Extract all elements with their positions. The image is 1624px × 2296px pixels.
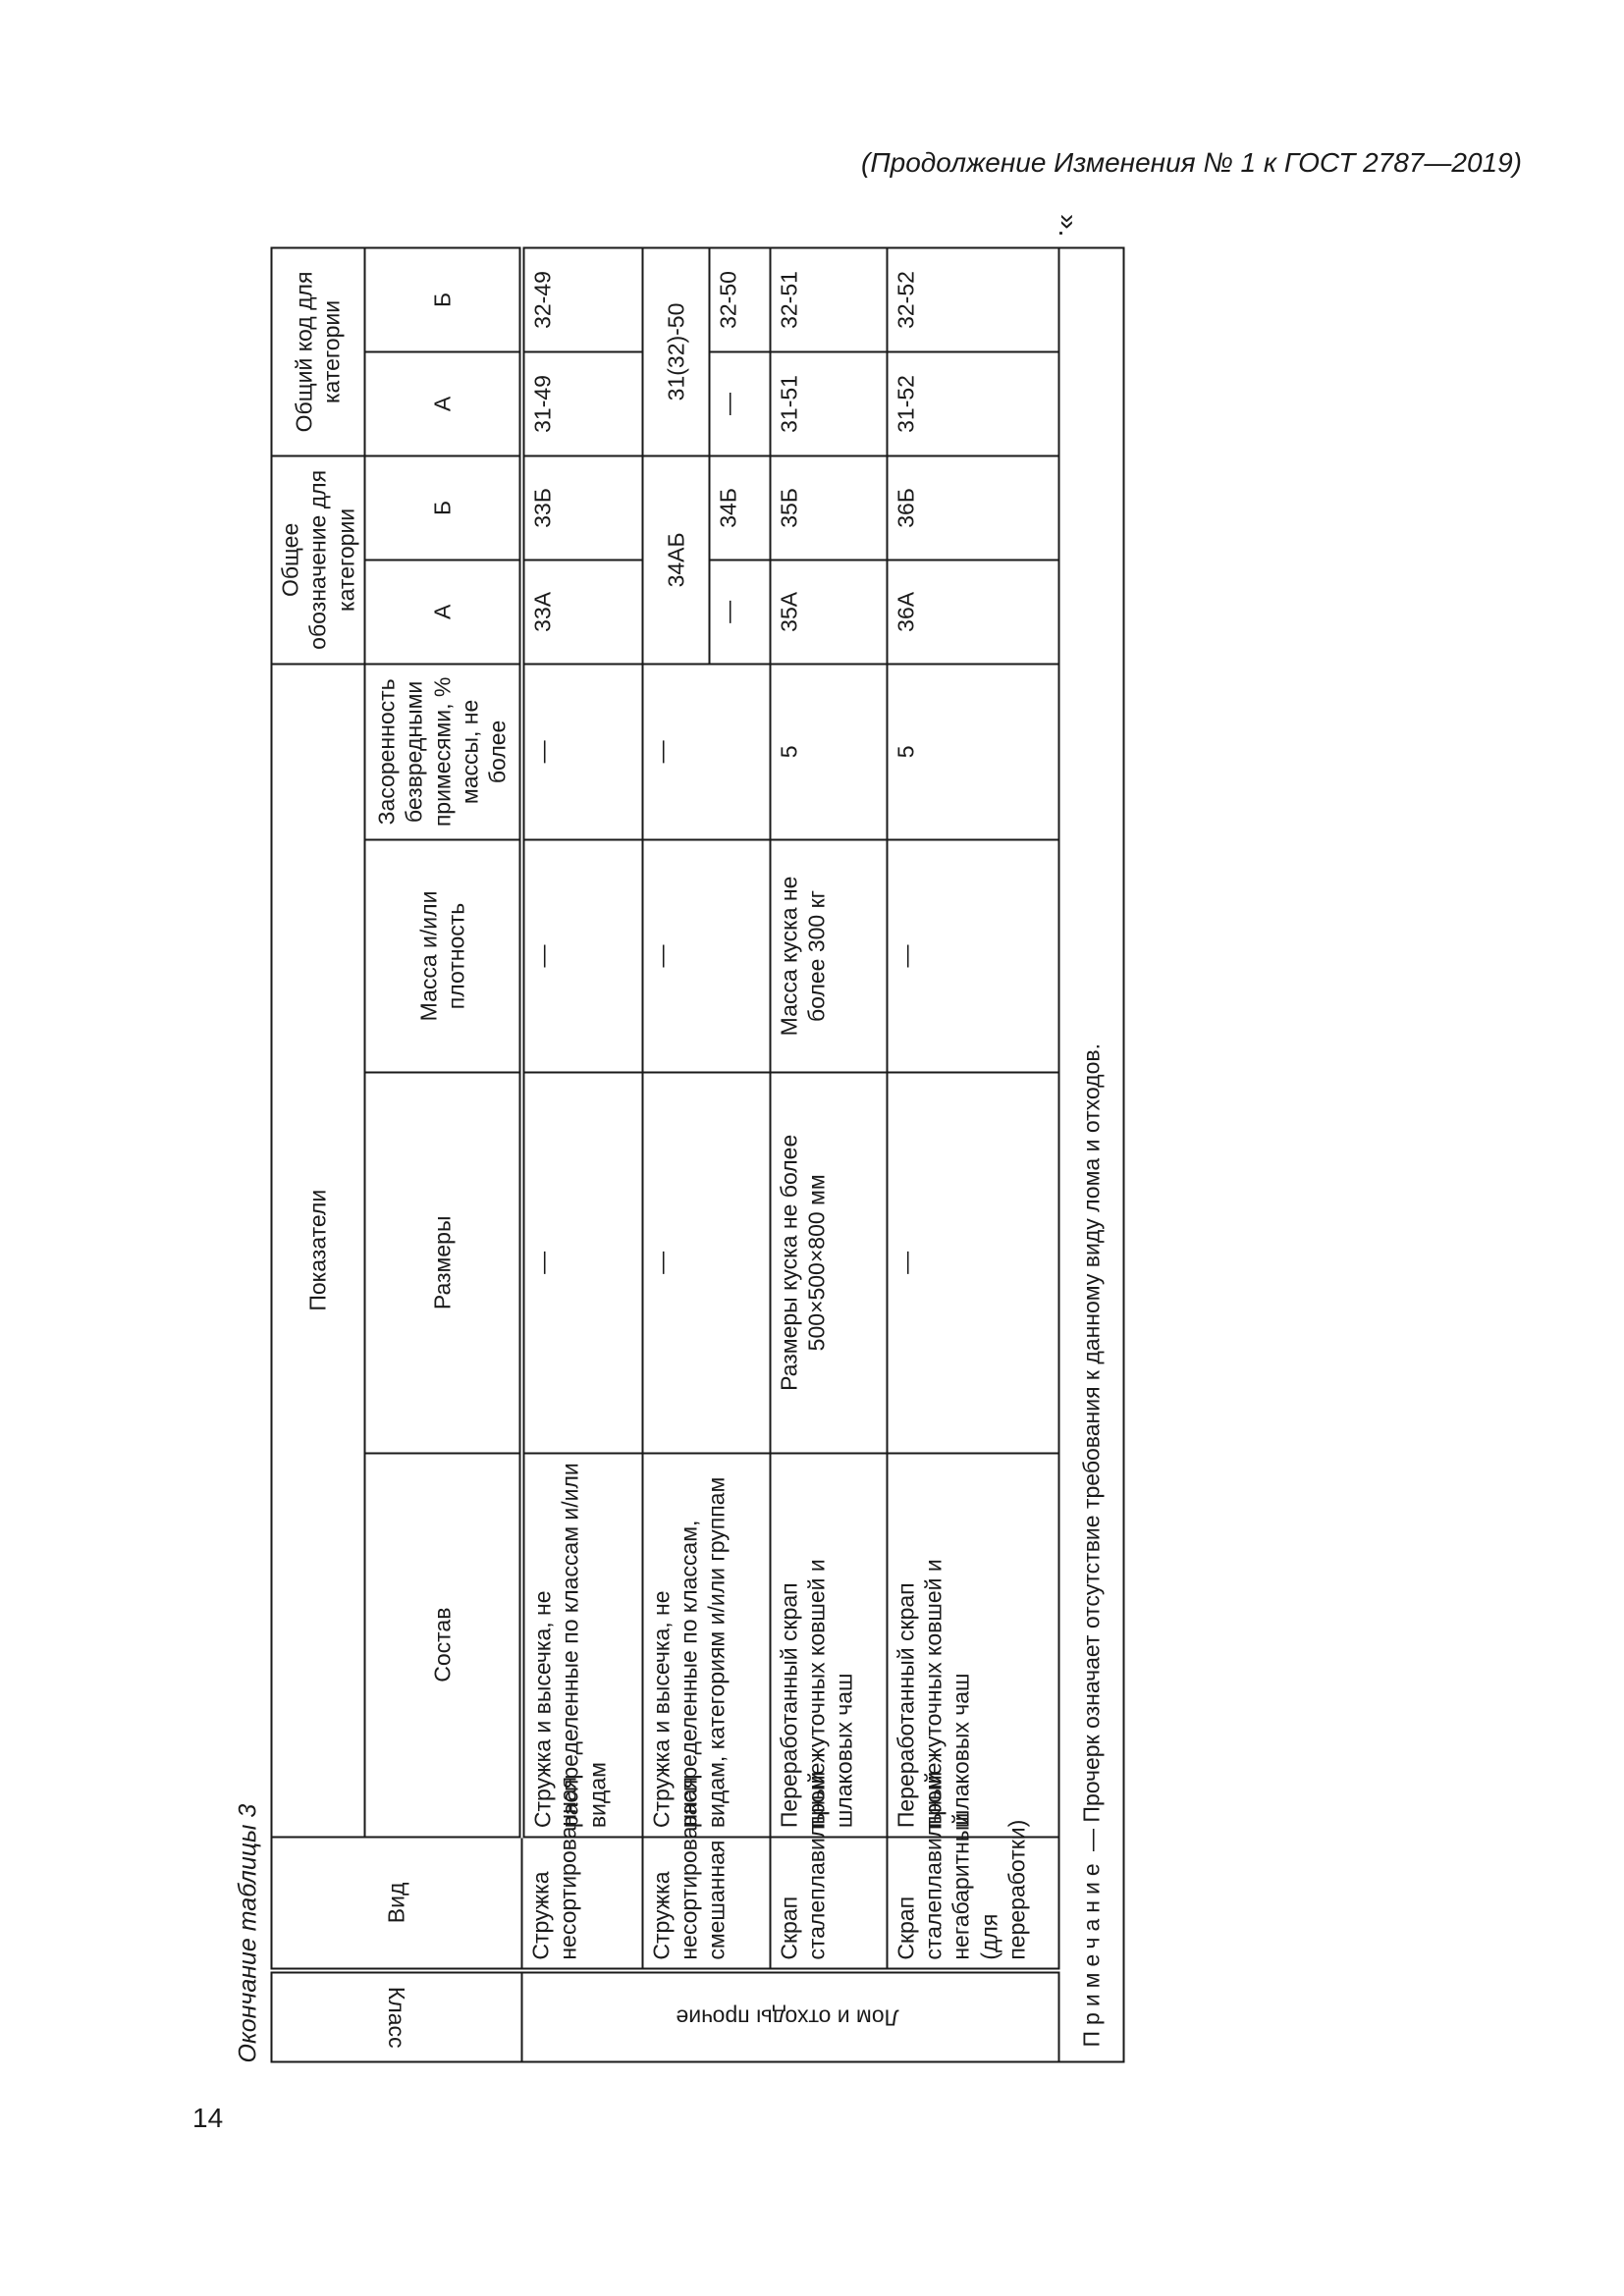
table-note [1058, 247, 1123, 2061]
header-sostav: Состав [364, 1453, 521, 1837]
cell-razmery: — [521, 1072, 642, 1453]
cell-sub-kod-a: — [709, 351, 770, 455]
cell-vid: Стружка несортированная [521, 1837, 642, 1971]
table-container [271, 246, 1125, 2062]
header-massa: Масса и/или плотность [364, 839, 521, 1072]
cell-massa: — [887, 839, 1058, 1072]
header-pokazateli: Показатели [272, 664, 365, 1837]
cell-kod-ab: 31(32)-50 [642, 247, 709, 455]
header-razmery: Размеры [364, 1072, 521, 1453]
cell-razmery: — [887, 1072, 1058, 1453]
cell-zasorennost: 5 [887, 664, 1058, 839]
header-oboz-a: А [364, 560, 521, 664]
closing-quote: ». [1054, 214, 1084, 238]
header-row-3 [364, 247, 521, 2061]
header-oboz-b: Б [364, 455, 521, 560]
header-vid: Вид [272, 1837, 522, 1971]
header-klass-label: Класс [384, 1986, 410, 2048]
cell-oboz-b: 35Б [770, 455, 887, 560]
cell-massa: Масса куска не более 300 кг [770, 839, 887, 1072]
cell-sostav: Стружка и высечка, не распределенные по классам и/или видам [521, 1453, 642, 1837]
cell-oboz-b: 33Б [521, 455, 642, 560]
cell-oboz-a: 33А [521, 560, 642, 664]
table-row [887, 247, 1058, 2061]
cell-oboz-a: 36А [887, 560, 1058, 664]
page-number: 14 [192, 2103, 224, 2133]
header-kod-b: Б [364, 247, 521, 351]
header-zasorennost: Засоренность безвредными примесями, % массы, не более [364, 664, 521, 839]
note-label: Примечание [1078, 1856, 1105, 2047]
cell-zasorennost: — [521, 664, 642, 839]
cell-massa: — [521, 839, 642, 1072]
cell-massa: — [642, 839, 770, 1072]
header-obshchee-oboznachenie: Общее обозначение для категории [272, 455, 365, 664]
cell-kod-a: 31-52 [887, 351, 1058, 455]
cell-zasorennost: — [642, 664, 770, 839]
cell-razmery: Размеры куска не более 500×500×800 мм [770, 1072, 887, 1453]
cell-sub-kod-b: 32-50 [709, 247, 770, 351]
cell-oboz-b: 36Б [887, 455, 1058, 560]
header-klass [272, 1970, 522, 2061]
rotated-table-block [226, 246, 1114, 2062]
header-continuation-note: (Продолжение Изменения № 1 к ГОСТ 2787—2019) [861, 147, 1522, 178]
note-row [1058, 247, 1123, 2061]
class-name: Лом и отходы прочие [676, 2003, 899, 2030]
cell-zasorennost: 5 [770, 664, 887, 839]
table-row [521, 247, 642, 2061]
table-row [642, 247, 709, 2061]
header-kod-a: А [364, 351, 521, 455]
cell-sostav: Переработанный скрап промежуточных ковшей и шлаковых чаш [770, 1453, 887, 1837]
cell-vid: Скрап сталеплавильный негабаритный (для переработки) [887, 1837, 1058, 1971]
cell-sostav: Переработанный скрап промежуточных ковшей и шлаковых чаш [887, 1453, 1058, 1837]
cell-kod-b: 32-51 [770, 247, 887, 351]
cell-kod-a: 31-51 [770, 351, 887, 455]
header-obshchiy-kod: Общий код для категории [272, 247, 365, 455]
cell-kod-b: 32-52 [887, 247, 1058, 351]
cell-oboz-ab: 34АБ [642, 455, 709, 664]
cell-kod-a: 31-49 [521, 351, 642, 455]
note-text: — Прочерк означает отсутствие требования к данному виду лома и отходов. [1078, 1042, 1105, 1857]
cell-kod-b: 32-49 [521, 247, 642, 351]
class-cell [521, 1970, 1058, 2061]
cell-oboz-a: 35А [770, 560, 887, 664]
cell-sub-oboz-b: 34Б [709, 455, 770, 560]
table-row [770, 247, 887, 2061]
cell-vid: Скрап сталеплавильный [770, 1837, 887, 1971]
header-row-1 [272, 247, 365, 2061]
cell-sub-oboz-a: — [709, 560, 770, 664]
table-caption: Окончание таблицы 3 [234, 1803, 262, 2062]
table-3 [271, 246, 1125, 2062]
cell-vid: Стружка несортированная смешанная [642, 1837, 770, 1971]
cell-razmery: — [642, 1072, 770, 1453]
cell-sostav: Стружка и высечка, не распределенные по классам, видам, категориям и/или группам [642, 1453, 770, 1837]
